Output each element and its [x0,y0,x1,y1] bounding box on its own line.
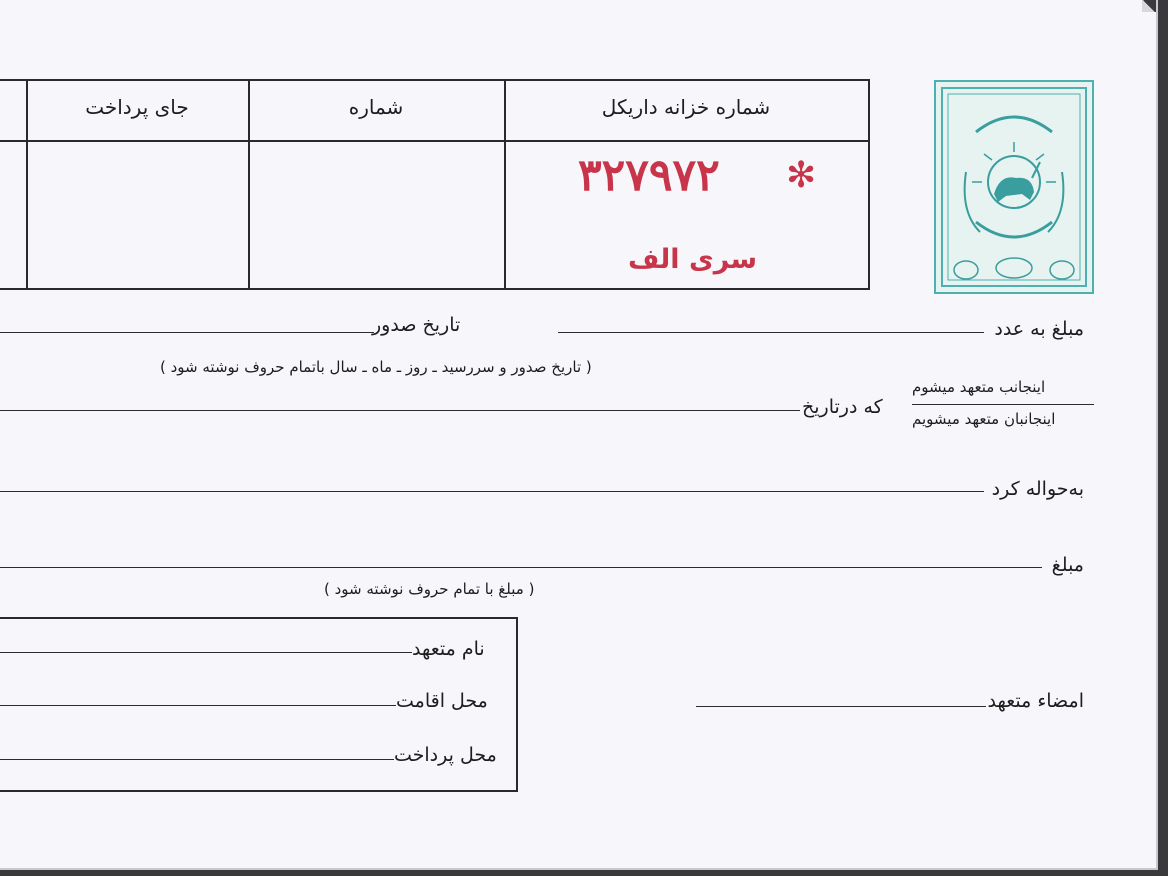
issue-date-label: تاریخ صدور [372,314,461,336]
amount-digits-field[interactable] [558,332,984,333]
payment-place-label: محل پرداخت [394,744,497,766]
to-order-label: به‌حواله کرد [991,478,1084,500]
on-date-label: که درتاریخ [802,396,883,418]
amount-words-field[interactable] [0,567,1042,568]
serial-number: ۳۲۷۹۷۲ [578,150,720,201]
undertake-plural: اینجانبان متعهد میشویم [912,410,1056,428]
series-label: سری الف [628,244,758,275]
amount-digits-label: مبلغ به عدد [994,318,1084,340]
lion-and-sun-emblem-icon [936,82,1092,292]
amount-note: ( مبلغ با تمام حروف نوشته شود ) [324,580,535,598]
signature-field[interactable] [696,706,986,707]
undertake-singular: اینجانب متعهد میشوم [912,378,1046,396]
due-date-field[interactable] [0,410,800,411]
treasury-number-header: شماره خزانه داریکل [601,95,771,119]
obligor-name-field[interactable] [0,652,412,653]
residence-label: محل اقامت [396,690,488,712]
residence-field[interactable] [0,705,396,706]
obligor-name-label: نام متعهد [412,638,485,660]
amount-label: مبلغ [1051,554,1084,576]
payee-field[interactable] [0,491,984,492]
payment-place-field[interactable] [0,759,394,760]
fraction-bar [912,404,1094,405]
payment-place-header: جای پرداخت [85,95,189,119]
signature-label: امضاء متعهد [987,690,1084,712]
page-corner [1142,0,1156,12]
table-divider [0,140,868,142]
revenue-stamp [934,80,1094,294]
issue-date-field[interactable] [0,332,374,333]
star-icon: ✻ [786,155,817,196]
number-header: شماره [348,95,404,119]
date-note: ( تاریخ صدور و سررسید ـ روز ـ ماه ـ سال باتمام حروف نوشته شود ) [160,358,592,376]
